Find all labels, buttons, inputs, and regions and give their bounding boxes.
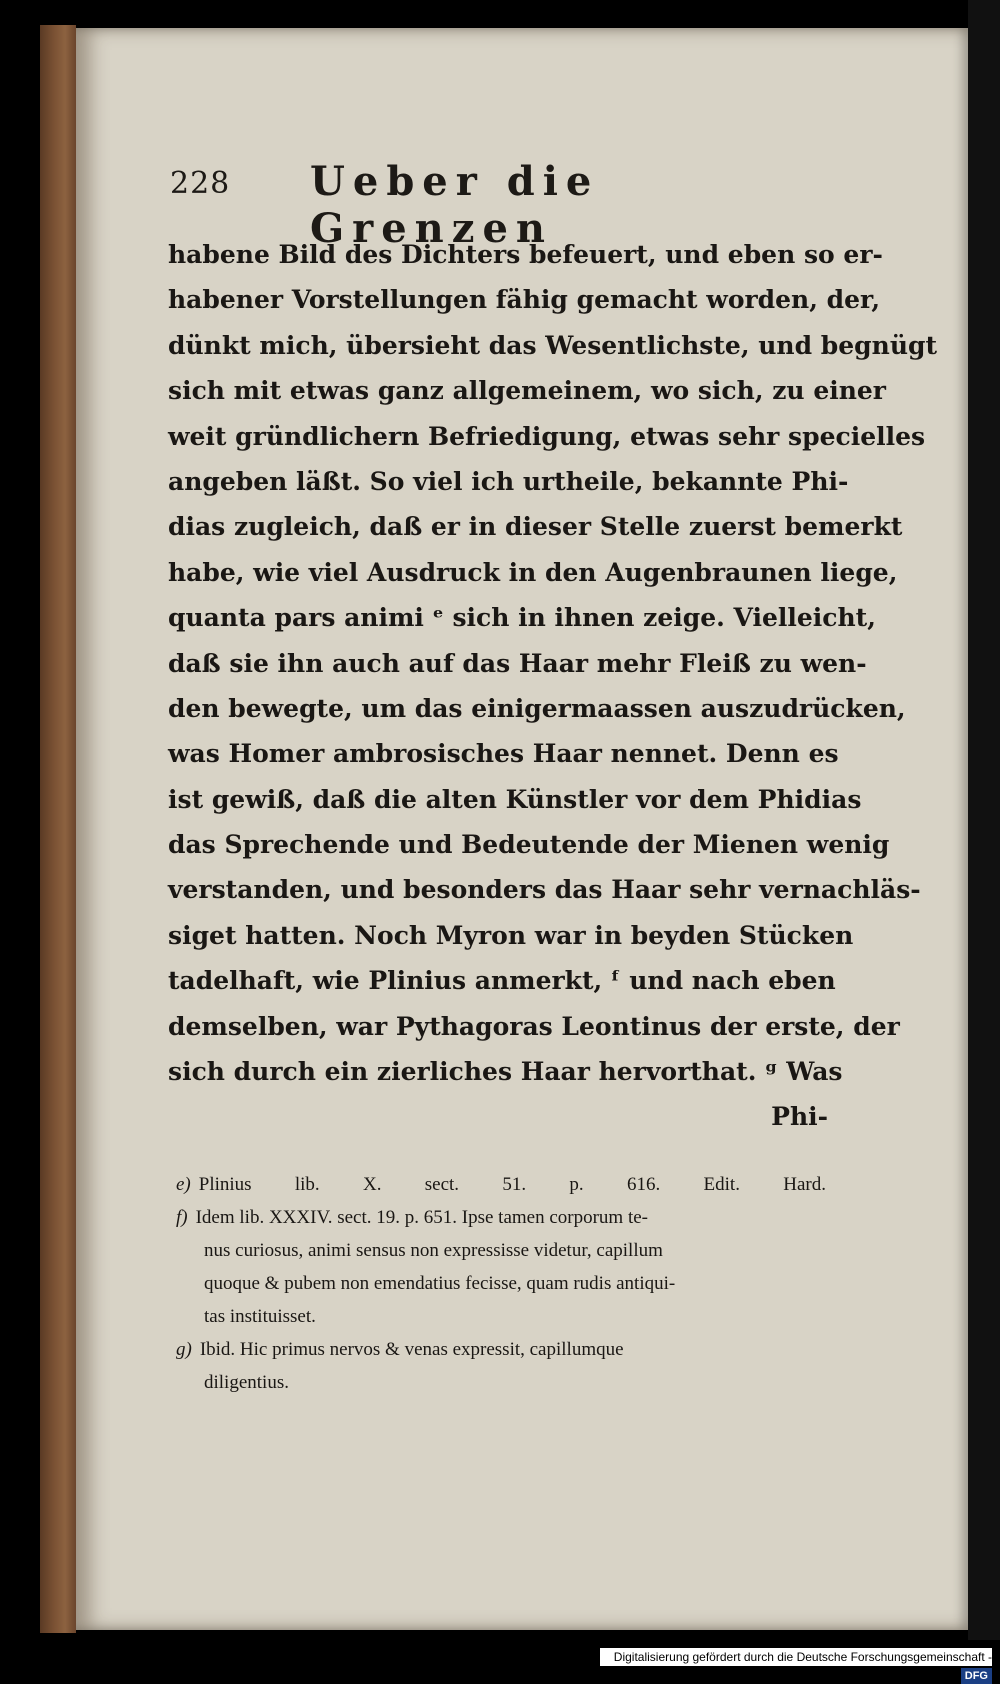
text-line: habe, wie viel Ausdruck in den Augenbraunen liege, bbox=[168, 557, 898, 587]
footnote-line bbox=[176, 1201, 826, 1234]
text-line: habener Vorstellungen fähig gemacht worden, der, bbox=[168, 285, 881, 315]
text-line: sich mit etwas ganz allgemeinem, wo sich, zu einer bbox=[168, 376, 886, 406]
page-header bbox=[170, 148, 810, 252]
text-line: quanta pars animi ᵉ sich in ihnen zeige. Vielleicht, bbox=[168, 603, 876, 633]
text-line: siget hatten. Noch Myron war in beyden Stücken bbox=[168, 920, 854, 950]
text-line: sich durch ein zierliches Haar hervorthat. ᵍ Was bbox=[168, 1057, 843, 1087]
footnote-text: Plinius lib. X. sect. 51. p. 616. Edit. Hard. bbox=[198, 1174, 826, 1195]
text-line: verstanden, und besonders das Haar sehr vernachläs- bbox=[168, 875, 921, 905]
book-edge-right bbox=[968, 0, 1000, 1640]
footnote-line bbox=[176, 1333, 826, 1366]
catchword: Phi- bbox=[771, 1102, 828, 1132]
footnote-text: Ibid. Hic primus nervos & venas expressit, capillumque bbox=[199, 1339, 624, 1360]
text-line: habene Bild des Dichters befeuert, und eben so er- bbox=[168, 240, 883, 269]
text-line: ist gewiß, daß die alten Künstler vor dem Phidias bbox=[168, 784, 862, 814]
footnotes bbox=[176, 1168, 826, 1399]
text-line: dünkt mich, übersieht das Wesentlichste, und begnügt bbox=[168, 330, 938, 360]
book-edge bbox=[40, 25, 76, 1633]
text-line: dias zugleich, daß er in dieser Stelle zuerst bemerkt bbox=[168, 512, 903, 542]
footnote-text: Idem lib. XXXIV. sect. 19. p. 651. Ipse tamen corporum te- bbox=[195, 1207, 648, 1228]
credit-text: Digitalisierung gefördert durch die Deutsche Forschungsgemeinschaft - bbox=[613, 1650, 992, 1664]
dfg-logo: DFG bbox=[961, 1668, 992, 1684]
running-title: Ueber die Grenzen bbox=[310, 158, 600, 252]
footnote-line: nus curiosus, animi sensus non expressisse videtur, capillum bbox=[204, 1240, 663, 1261]
text-line: tadelhaft, wie Plinius anmerkt, ᶠ und nach eben bbox=[168, 966, 836, 996]
digitization-credit bbox=[600, 1648, 992, 1682]
footnote-line: diligentius. bbox=[204, 1372, 289, 1393]
footnote-mark: f) bbox=[176, 1207, 188, 1228]
text-line: den bewegte, um das einigermaassen auszudrücken, bbox=[168, 693, 906, 723]
text-line: daß sie ihn auch auf das Haar mehr Fleiß zu wen- bbox=[168, 648, 867, 678]
page-number: 228 bbox=[170, 166, 231, 201]
footnote-line: quoque & pubem non emendatius fecisse, quam rudis antiqui- bbox=[204, 1273, 676, 1294]
text-line: das Sprechende und Bedeutende der Mienen wenig bbox=[168, 830, 890, 860]
footnote-mark: g) bbox=[176, 1339, 192, 1360]
text-line: weit gründlichern Befriedigung, etwas sehr specielles bbox=[168, 421, 926, 451]
footnote-line bbox=[176, 1168, 826, 1201]
body-text bbox=[168, 232, 938, 1140]
footnote-line: tas instituisset. bbox=[204, 1306, 316, 1327]
text-line: demselben, war Pythagoras Leontinus der erste, der bbox=[168, 1011, 900, 1041]
text-line: was Homer ambrosisches Haar nennet. Denn es bbox=[168, 739, 839, 769]
footnote-mark: e) bbox=[176, 1174, 191, 1195]
text-line: angeben läßt. So viel ich urtheile, bekannte Phi- bbox=[168, 466, 849, 496]
